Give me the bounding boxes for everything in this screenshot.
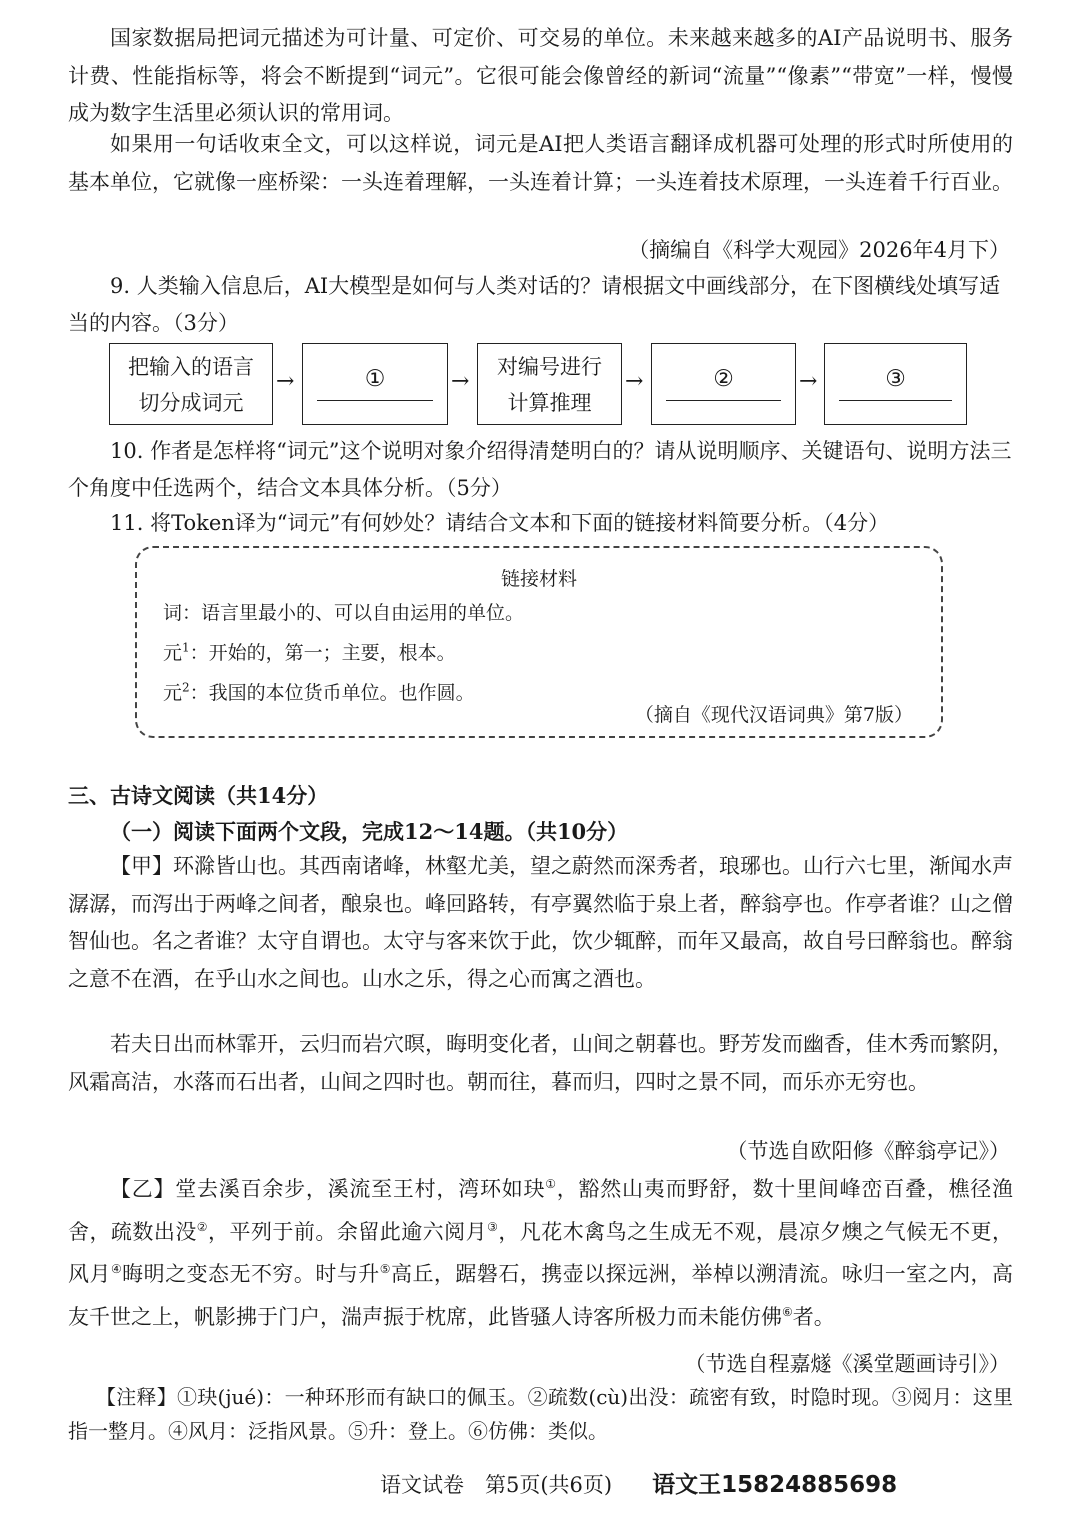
question-11: 11. 将Token译为“词元”有何妙处？请结合文本和下面的链接材料简要分析。（4分） bbox=[110, 511, 890, 535]
link-material-line-3: 元$^2$：我国的本位货币单位。也作圆。 bbox=[163, 680, 475, 704]
flow-box-split bbox=[109, 343, 273, 425]
question-10: 10. 作者是怎样将“词元”这个说明对象介绍得清楚明白的？请从说明顺序、关键语句、说明方法三个角度中任选两个，结合文本具体分析。（5分） bbox=[68, 439, 1012, 500]
link-material-source: （摘自《现代汉语词典》第7版） bbox=[634, 704, 913, 726]
blank-number-2: ② bbox=[713, 366, 734, 392]
watermark-brand: 语文王15824885698 bbox=[652, 1472, 898, 1498]
flow-blank-3 bbox=[824, 343, 967, 425]
section-3-subtitle: （一）阅读下面两个文段，完成12～14题。（共10分） bbox=[110, 819, 629, 844]
blank-number-1: ① bbox=[364, 366, 386, 392]
article-paragraph-1: 国家数据局把词元描述为可计量、可定价、可交易的单位。未来越来越多的AI产品说明书、服务计费、性能指标等，将会不断提到“词元”。它很可能会像曾经的新词“流量”“像素”“带宽”一样，慢慢成为数字生活里必须认识的常用词。 bbox=[68, 26, 1013, 125]
passage-yi: 【乙】堂去溪百余步，溪流至王村，湾环如玦①，豁然山夷而野舒，数十里间峰峦百叠，樵径渔舍，疏数出没②，平列于前。余留此逾六阅月③，凡花木禽鸟之生成无不观，晨凉夕燠之气候无不更，风月④晦明之变态无不穷。时与升⑤高丘，踞磐石，携壶以探远洲，举棹以溯清流。咏归一室之内，高友千世之上，帆影拂于门户，湍声振于枕席，此皆骚人诗客所极力而未能仿佛⑥者。 bbox=[68, 1177, 1014, 1329]
flow-box-compute-line2: 计算推理 bbox=[507, 391, 592, 415]
answer-line-2[interactable] bbox=[666, 400, 781, 401]
question-9: 9. 人类输入信息后，AI大模型是如何与人类对话的？请根据文中画线部分，在下图横线处填写适当的内容。（3分） bbox=[68, 274, 1001, 335]
passage-jia-paragraph-1: 【甲】环滁皆山也。其西南诸峰，林壑尤美，望之蔚然而深秀者，琅琊也。山行六七里，渐闻水声潺潺，而泻出于两峰之间者，酿泉也。峰回路转，有亭翼然临于泉上者，醉翁亭也。作亭者谁？山之僧智仙也。名之者谁？太守自谓也。太守与客来饮于此，饮少辄醉，而年又最高，故自号曰醉翁也。醉翁之意不在酒，在乎山水之间也。山水之乐，得之心而寓之酒也。 bbox=[68, 854, 1013, 991]
passage-jia-paragraph-2: 若夫日出而林霏开，云归而岩穴暝，晦明变化者，山间之朝暮也。野芳发而幽香，佳木秀而繁阴，风霜高洁，水落而石出者，山间之四时也。朝而往，暮而归，四时之景不同，而乐亦无穷也。 bbox=[68, 1032, 1013, 1094]
section-3-title: 三、古诗文阅读（共14分） bbox=[68, 783, 329, 808]
flow-blank-1 bbox=[302, 343, 448, 425]
flow-box-compute bbox=[477, 343, 622, 425]
answer-line-1[interactable] bbox=[317, 400, 433, 401]
flow-arrow-4: → bbox=[799, 369, 818, 394]
passage-jia-source: （节选自欧阳修《醉翁亭记》） bbox=[726, 1139, 1010, 1163]
page-footer bbox=[380, 1466, 897, 1499]
article-source: （摘编自《科学大观园》2026年4月下） bbox=[628, 238, 1010, 262]
blank-number-3: ③ bbox=[885, 366, 906, 392]
article-paragraph-2: 如果用一句话收束全文，可以这样说，词元是AI把人类语言翻译成机器可处理的形式时所使用的基本单位，它就像一座桥梁：一头连着理解，一头连着计算；一头连着技术原理，一头连着千行百业。 bbox=[68, 132, 1013, 194]
answer-line-3[interactable] bbox=[839, 400, 952, 401]
passage-yi-source: （节选自程嘉燧《溪堂题画诗引》） bbox=[684, 1352, 1010, 1376]
flow-arrow-2: → bbox=[451, 369, 470, 394]
flow-blank-2 bbox=[651, 343, 796, 425]
link-material-box bbox=[135, 546, 943, 738]
annotation-notes: 【注释】①玦(jué)：一种环形而有缺口的佩玉。②疏数(cù)出没：疏密有致，时隐时现。③阅月：这里指一整月。④风月：泛指风景。⑤升：登上。⑥仿佛：类似。 bbox=[68, 1385, 1013, 1443]
flow-arrow-1: → bbox=[276, 369, 295, 394]
link-material-line-1: 词：语言里最小的、可以自由运用的单位。 bbox=[163, 602, 525, 624]
flow-box-split-line1: 把输入的语言 bbox=[128, 355, 254, 379]
flow-box-compute-line1: 对编号进行 bbox=[497, 355, 602, 379]
link-material-line-2: 元$^1$：开始的，第一；主要，根本。 bbox=[163, 640, 456, 664]
flow-box-split-line2: 切分成词元 bbox=[138, 391, 244, 415]
link-material-title: 链接材料 bbox=[500, 568, 577, 590]
flow-arrow-3: → bbox=[625, 369, 644, 394]
flow-diagram bbox=[109, 343, 969, 427]
page-number: 语文试卷 第5页(共6页) bbox=[380, 1473, 613, 1497]
